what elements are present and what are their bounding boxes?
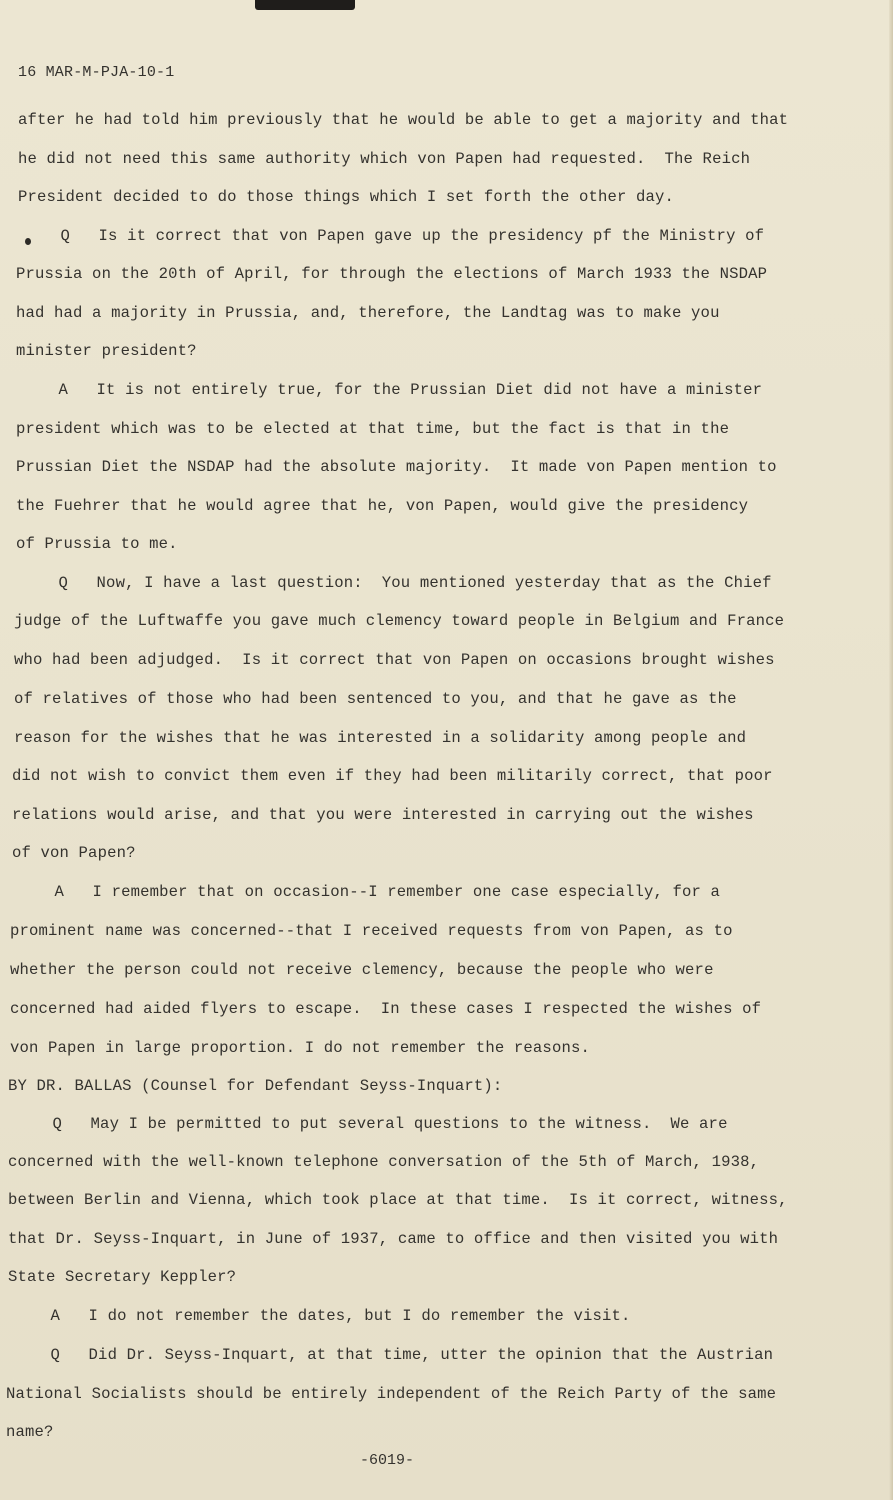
text-line: of von Papen? bbox=[12, 844, 136, 862]
text-line: he did not need this same authority which von Papen had requested. The Reich bbox=[18, 150, 751, 168]
text-line: judge of the Luftwaffe you gave much clemency toward people in Belgium and France bbox=[14, 612, 785, 630]
text-line: that Dr. Seyss-Inquart, in June of 1937, came to office and then visited you with bbox=[8, 1230, 779, 1248]
text-line: who had been adjudged. Is it correct that von Papen on occasions brought wishes bbox=[14, 651, 775, 669]
text-line: State Secretary Keppler? bbox=[8, 1268, 237, 1286]
text-line: concerned with the well-known telephone conversation of the 5th of March, 1938, bbox=[8, 1153, 760, 1171]
text-line: whether the person could not receive clemency, because the people who were bbox=[10, 961, 714, 979]
text-line: Prussia on the 20th of April, for through the elections of March 1933 the NSDAP bbox=[16, 265, 768, 283]
text-line: Q Now, I have a last question: You mentioned yesterday that as the Chief bbox=[30, 574, 772, 592]
text-line: of relatives of those who had been sentenced to you, and that he gave as the bbox=[14, 690, 737, 708]
text-line: concerned had aided flyers to escape. In these cases I respected the wishes of bbox=[10, 1000, 762, 1018]
document-reference: 16 MAR-M-PJA-10-1 bbox=[18, 64, 175, 81]
folder-tab bbox=[255, 0, 355, 10]
text-line: Q May I be permitted to put several questions to the witness. We are bbox=[24, 1115, 728, 1133]
ink-dot-mark bbox=[25, 238, 31, 245]
text-line: had had a majority in Prussia, and, therefore, the Landtag was to make you bbox=[16, 304, 720, 322]
text-line: relations would arise, and that you were interested in carrying out the wishes bbox=[12, 806, 754, 824]
text-line: Q Did Dr. Seyss-Inquart, at that time, utter the opinion that the Austrian bbox=[22, 1346, 774, 1364]
text-line: after he had told him previously that he would be able to get a majority and that bbox=[18, 111, 789, 129]
page-number: -6019- bbox=[360, 1452, 415, 1469]
text-line: A It is not entirely true, for the Prussian Diet did not have a minister bbox=[30, 381, 763, 399]
text-line: of Prussia to me. bbox=[16, 535, 178, 553]
text-line: name? bbox=[6, 1423, 54, 1441]
text-line: A I remember that on occasion--I remember one case especially, for a bbox=[26, 883, 721, 901]
text-line: von Papen in large proportion. I do not remember the reasons. bbox=[10, 1039, 590, 1057]
text-line: president which was to be elected at that time, but the fact is that in the bbox=[16, 420, 730, 438]
text-line: A I do not remember the dates, but I do remember the visit. bbox=[22, 1307, 631, 1325]
text-line: Prussian Diet the NSDAP had the absolute majority. It made von Papen mention to bbox=[16, 458, 777, 476]
text-line: National Socialists should be entirely independent of the Reich Party of the same bbox=[6, 1385, 777, 1403]
text-line: the Fuehrer that he would agree that he, von Papen, would give the presidency bbox=[16, 497, 749, 515]
paper-edge bbox=[889, 0, 893, 1500]
text-line: President decided to do those things which I set forth the other day. bbox=[18, 188, 675, 206]
text-line: minister president? bbox=[16, 342, 197, 360]
text-line: Q Is it correct that von Papen gave up the presidency pf the Ministry of bbox=[32, 227, 765, 245]
text-line: prominent name was concerned--that I received requests from von Papen, as to bbox=[10, 922, 733, 940]
text-line: reason for the wishes that he was interested in a solidarity among people and bbox=[14, 729, 747, 747]
text-line: between Berlin and Vienna, which took place at that time. Is it correct, witness, bbox=[8, 1191, 788, 1209]
text-line: BY DR. BALLAS (Counsel for Defendant Seyss-Inquart): bbox=[8, 1077, 503, 1095]
text-line: did not wish to convict them even if they had been militarily correct, that poor bbox=[12, 767, 773, 785]
